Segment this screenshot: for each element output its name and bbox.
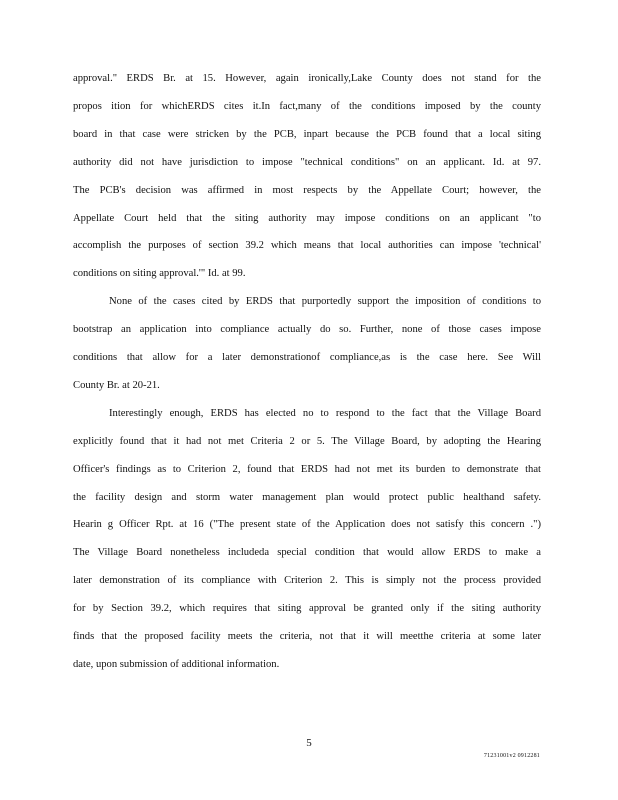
text-line: conditions on siting approval.'" Id. at 99. bbox=[73, 268, 246, 279]
page-number: 5 bbox=[306, 737, 312, 749]
text-line: propos ition for whichERDS cites it.In fact,many of the conditions imposed by the county bbox=[73, 101, 541, 112]
text-line: date, upon submission of additional information. bbox=[73, 659, 280, 670]
text-line: finds that the proposed facility meets the criteria, not that it will meetthe criteria at some later bbox=[73, 631, 541, 642]
text-line: Officer's findings as to Criterion 2, found that ERDS had not met its burden to demonstrate that bbox=[73, 464, 541, 475]
text-line: Hearin g Officer Rpt. at 16 ("The present state of the Application does not satisfy this concern .") bbox=[73, 519, 541, 530]
text-line: bootstrap an application into compliance actually do so. Further, none of those cases impose bbox=[73, 324, 541, 335]
text-line: None of the cases cited by ERDS that purportedly support the imposition of conditions to bbox=[109, 296, 541, 307]
text-line: approval." ERDS Br. at 15. However, again ironically,Lake County does not stand for the bbox=[73, 73, 541, 84]
text-line: board in that case were stricken by the PCB, inpart because the PCB found that a local siting bbox=[73, 129, 541, 140]
text-line: Interestingly enough, ERDS has elected no to respond to the fact that the Village Board bbox=[109, 408, 541, 419]
text-line: later demonstration of its compliance with Criterion 2. This is simply not the process provided bbox=[73, 575, 541, 586]
text-line: County Br. at 20-21. bbox=[73, 380, 160, 391]
text-line: authority did not have jurisdiction to impose "technical conditions" on an applicant. Id. at 97. bbox=[73, 157, 541, 168]
text-line: Appellate Court held that the siting authority may impose conditions on an applicant "to bbox=[73, 213, 541, 224]
text-line: conditions that allow for a later demonstrationof compliance,as is the case here. See Will bbox=[73, 352, 541, 363]
text-line: The Village Board nonetheless includeda special condition that would allow ERDS to make a bbox=[73, 547, 541, 558]
document-id: 71231001v2 0912281 bbox=[483, 753, 540, 759]
text-line: explicitly found that it had not met Criteria 2 or 5. The Village Board, by adopting the Hearing bbox=[73, 436, 541, 447]
text-line: The PCB's decision was affirmed in most respects by the Appellate Court; however, the bbox=[73, 185, 541, 196]
text-line: the facility design and storm water management plan would protect public healthand safety. bbox=[73, 492, 541, 503]
text-line: accomplish the purposes of section 39.2 which means that local authorities can impose 'technical' bbox=[73, 240, 541, 251]
text-line: for by Section 39.2, which requires that siting approval be granted only if the siting authority bbox=[73, 603, 541, 614]
